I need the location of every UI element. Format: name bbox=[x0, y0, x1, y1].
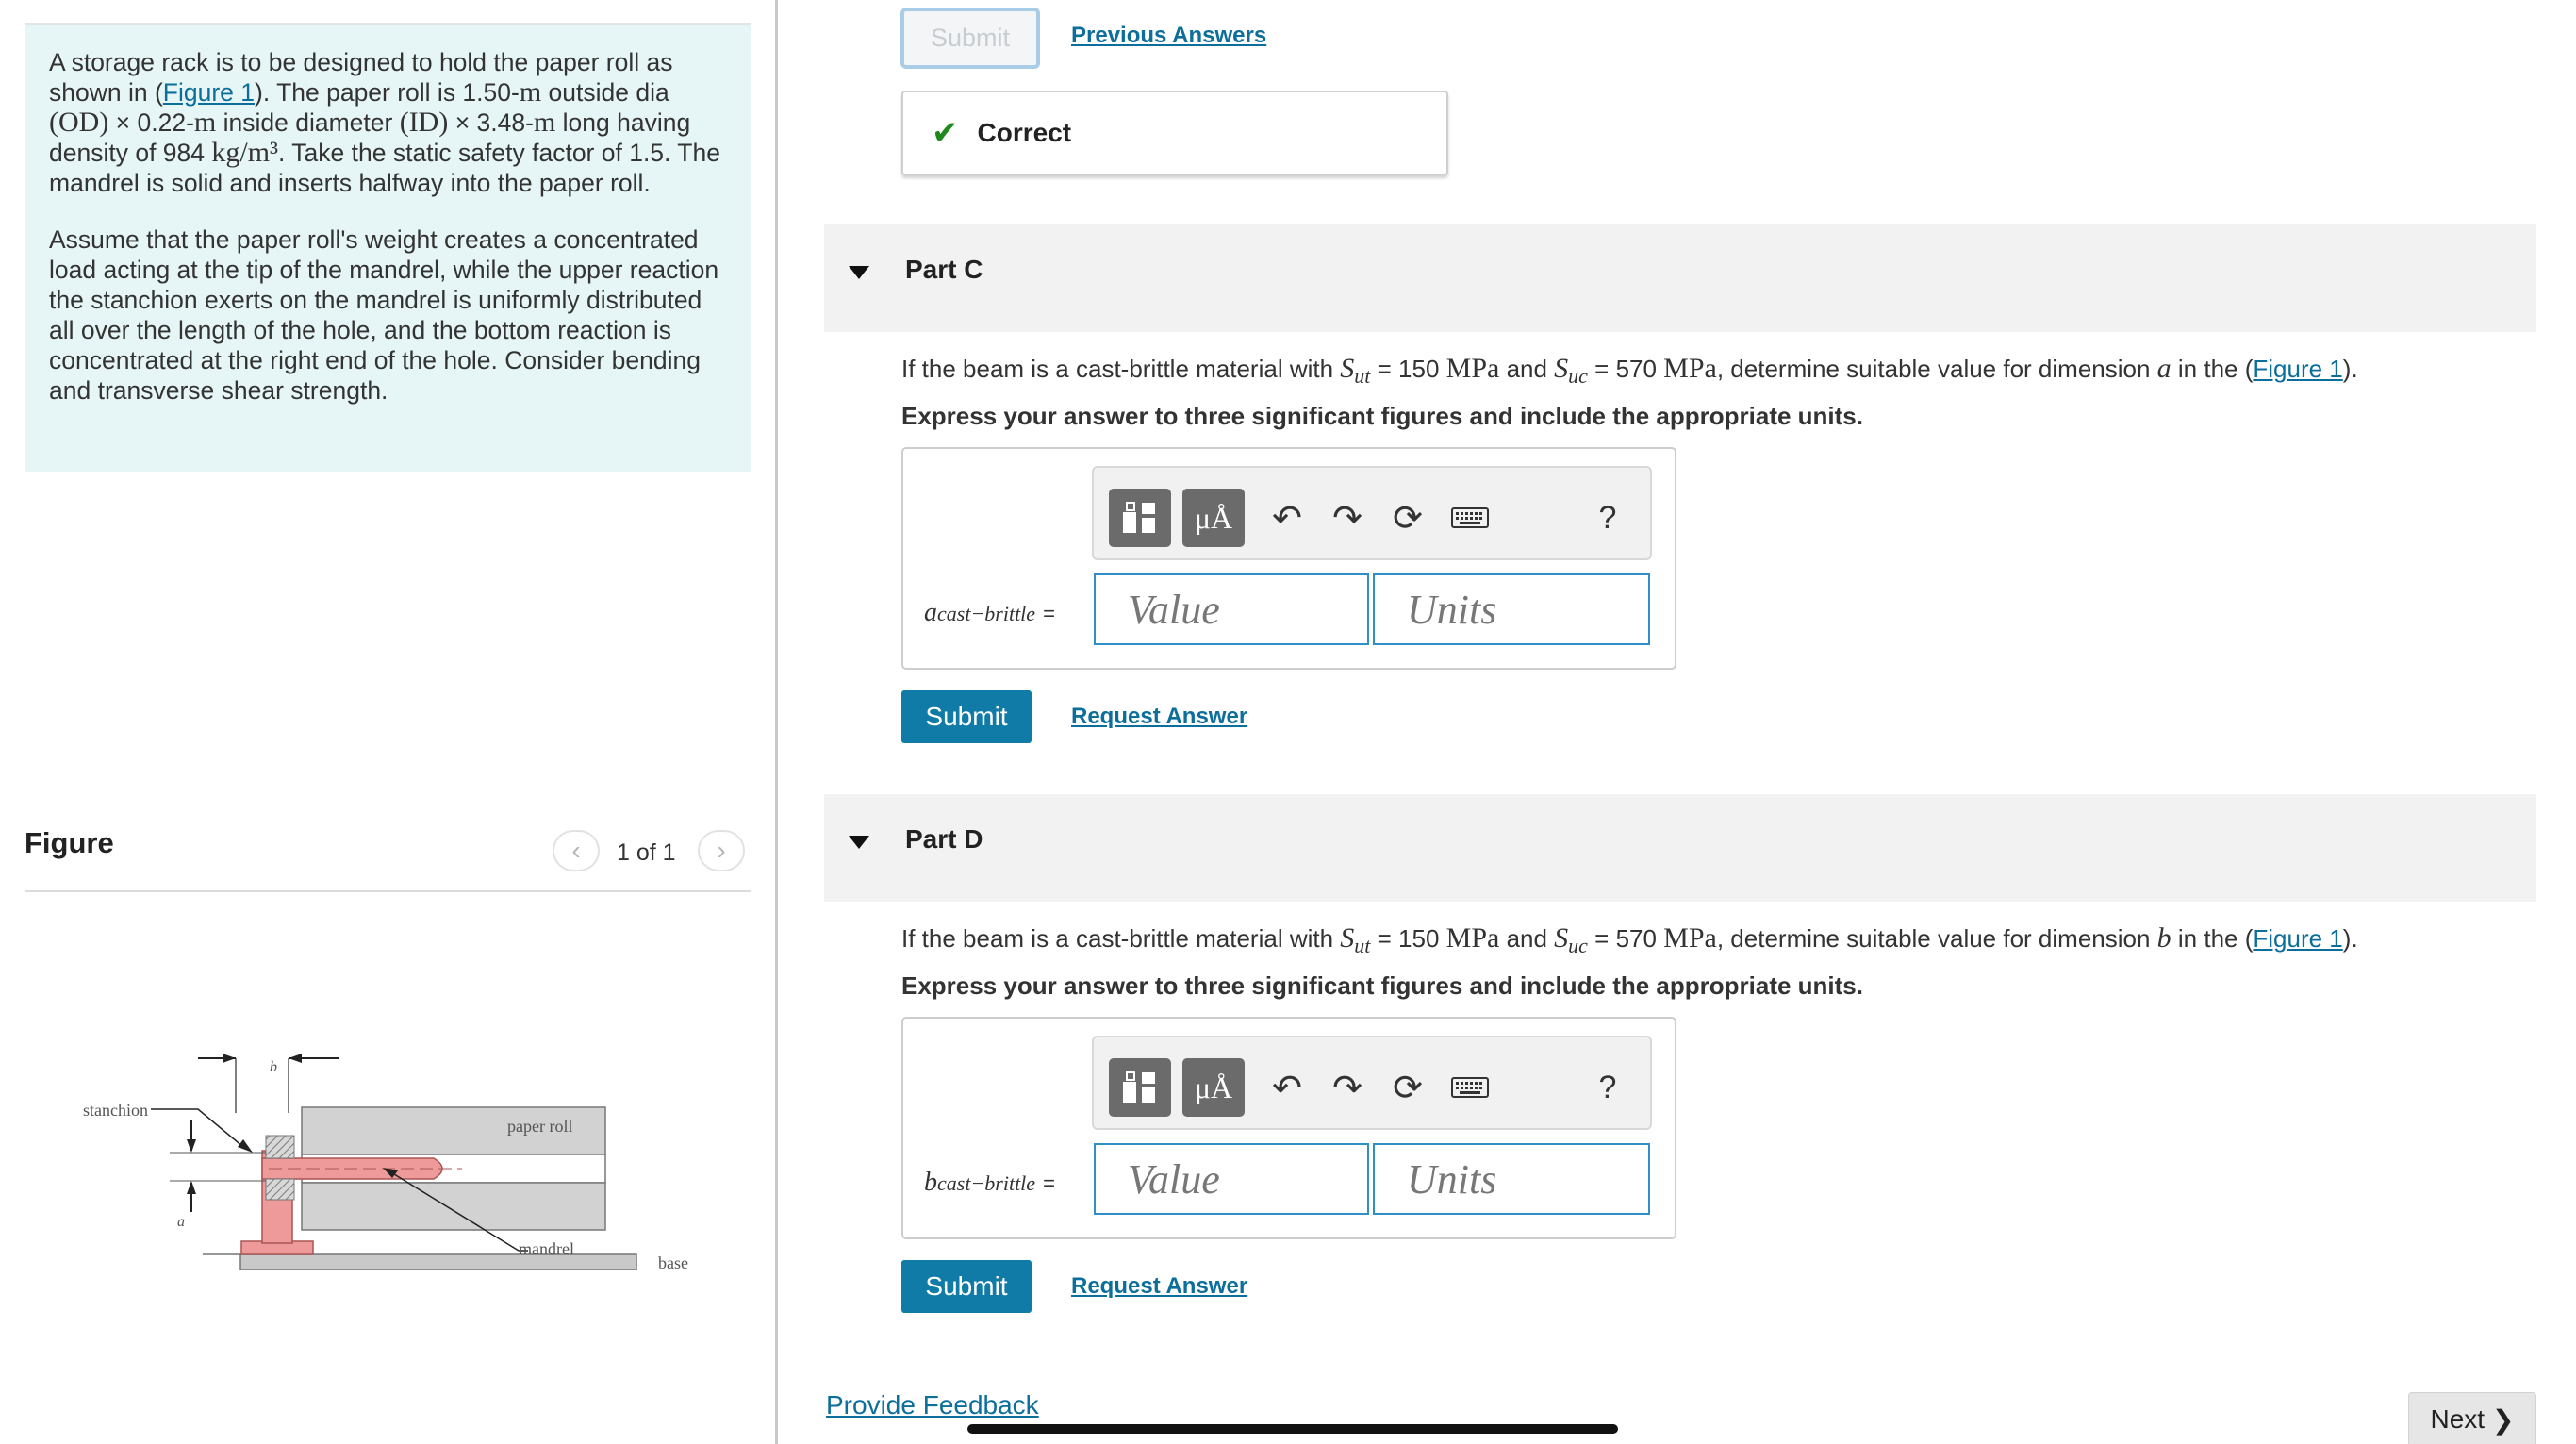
panel-divider[interactable] bbox=[775, 0, 778, 1444]
math-toolbar bbox=[1092, 1036, 1652, 1130]
hatch-upper bbox=[266, 1136, 294, 1158]
label-stanchion: stanchion bbox=[83, 1101, 148, 1120]
templates-button[interactable] bbox=[1109, 489, 1171, 547]
base-plate bbox=[240, 1254, 636, 1270]
redo-button[interactable] bbox=[1324, 1058, 1371, 1117]
problem-paragraph-2: Assume that the paper roll's weight creates a concentrated load acting at the tip of the mandrel, while the upper reaction the stanchion exerts on the mandrel is uniformly distributed all over the length of the hole, and the bottom reaction is concentrated at the right end of the hole. Consider bending and transverse shear strength. bbox=[49, 225, 719, 405]
keyboard-icon bbox=[1451, 507, 1489, 528]
part-d-title: Part D bbox=[905, 824, 983, 854]
keyboard-button[interactable] bbox=[1446, 1058, 1494, 1117]
part-c-units-input[interactable]: Units bbox=[1373, 573, 1650, 645]
part-d-submit-button[interactable]: Submit bbox=[901, 1260, 1032, 1313]
storage-rack-figure bbox=[57, 1028, 698, 1292]
figure-title: Figure bbox=[25, 826, 114, 859]
templates-button[interactable] bbox=[1109, 1058, 1171, 1117]
previous-answers-link[interactable]: Previous Answers bbox=[1071, 23, 1267, 48]
part-d-value-input[interactable]: Value bbox=[1094, 1143, 1369, 1215]
next-button[interactable]: Next ❯ bbox=[2408, 1392, 2536, 1444]
figure-count: 1 of 1 bbox=[617, 839, 676, 866]
problem-paragraph-1: A storage rack is to be designed to hold the paper roll as shown in (Figure 1). The paper roll is 1.50-m outside dia (OD) × 0.22-m inside diameter (ID) × 3.48-m long having density of 984 kg/m³. Take the static safety factor of 1.5. The mandrel is solid and inserts halfway into the paper roll. bbox=[49, 48, 720, 197]
hatch-lower bbox=[266, 1179, 294, 1200]
label-paper-roll: paper roll bbox=[507, 1117, 573, 1136]
part-d-header[interactable] bbox=[824, 794, 2536, 902]
part-c-instruction: Express your answer to three significant figures and include the appropriate units. bbox=[901, 402, 1863, 430]
units-button[interactable]: μÅ bbox=[1182, 1058, 1245, 1117]
problem-statement bbox=[25, 25, 751, 472]
reset-button[interactable] bbox=[1384, 1058, 1431, 1117]
left-panel bbox=[0, 0, 779, 1444]
redo-icon: ↷ bbox=[1332, 498, 1362, 539]
part-d-instruction: Express your answer to three significant figures and include the appropriate units. bbox=[901, 971, 1863, 1000]
home-indicator[interactable] bbox=[967, 1424, 1618, 1434]
part-c-submit-button[interactable]: Submit bbox=[901, 690, 1032, 743]
math-toolbar bbox=[1092, 466, 1652, 560]
part-c-answer-label: acast−brittle = bbox=[924, 598, 1055, 627]
part-d-answer-box bbox=[901, 1017, 1676, 1239]
figure-1-link[interactable]: Figure 1 bbox=[162, 78, 255, 107]
collapse-triangle-icon bbox=[849, 836, 869, 849]
label-base: base bbox=[658, 1253, 688, 1272]
part-d-request-answer-link[interactable]: Request Answer bbox=[1071, 1273, 1248, 1299]
label-mandrel: mandrel bbox=[519, 1239, 574, 1258]
undo-button[interactable] bbox=[1263, 489, 1311, 547]
figure-1-link[interactable]: Figure 1 bbox=[2253, 355, 2343, 383]
chevron-right-icon: › bbox=[717, 836, 726, 865]
part-d-question: If the beam is a cast-brittle material with $S_{ut} = 150$ MPa and $S_{uc} = 570$ MPa, determine suitable value for dimension b in the (Figure 1). bbox=[901, 922, 2358, 958]
redo-icon: ↷ bbox=[1332, 1068, 1362, 1108]
help-button[interactable]: ? bbox=[1598, 499, 1617, 536]
checkmark-icon: ✔ bbox=[932, 115, 959, 151]
part-d-answer-label: bcast−brittle = bbox=[924, 1168, 1055, 1197]
undo-icon: ↶ bbox=[1272, 1068, 1302, 1108]
figure-prev-button[interactable] bbox=[553, 830, 600, 871]
part-c-value-input[interactable]: Value bbox=[1094, 573, 1369, 645]
templates-icon bbox=[1121, 501, 1159, 535]
chevron-right-icon: ❯ bbox=[2492, 1404, 2515, 1435]
label-a: a bbox=[177, 1214, 185, 1230]
undo-button[interactable] bbox=[1263, 1058, 1311, 1117]
chevron-left-icon: ‹ bbox=[571, 836, 581, 865]
reset-icon: ⟳ bbox=[1393, 498, 1423, 539]
reset-icon: ⟳ bbox=[1393, 1068, 1423, 1108]
keyboard-button[interactable] bbox=[1446, 489, 1494, 547]
part-d-units-input[interactable]: Units bbox=[1373, 1143, 1650, 1215]
submit-button-disabled: Submit bbox=[900, 8, 1040, 69]
keyboard-icon bbox=[1451, 1077, 1489, 1098]
units-button[interactable]: μÅ bbox=[1182, 489, 1245, 547]
figure-divider bbox=[25, 890, 751, 892]
part-c-question: If the beam is a cast-brittle material with $S_{ut} = 150$ MPa and $S_{uc} = 570$ MPa, determine suitable value for dimension a in the (Figure 1). bbox=[901, 353, 2358, 389]
help-button[interactable]: ? bbox=[1598, 1069, 1617, 1105]
figure-next-button[interactable] bbox=[698, 830, 745, 871]
redo-button[interactable] bbox=[1324, 489, 1371, 547]
collapse-triangle-icon bbox=[849, 266, 869, 279]
label-b: b bbox=[270, 1059, 277, 1075]
provide-feedback-link[interactable]: Provide Feedback bbox=[826, 1390, 1039, 1419]
part-c-answer-box bbox=[901, 447, 1676, 670]
part-c-title: Part C bbox=[905, 255, 983, 284]
paper-roll-lower bbox=[302, 1183, 605, 1230]
figure-1-link[interactable]: Figure 1 bbox=[2253, 924, 2343, 953]
templates-icon bbox=[1121, 1071, 1159, 1104]
part-c-request-answer-link[interactable]: Request Answer bbox=[1071, 704, 1248, 729]
part-c-header[interactable] bbox=[824, 224, 2536, 332]
correct-feedback: ✔ Correct bbox=[901, 91, 1448, 175]
undo-icon: ↶ bbox=[1272, 498, 1302, 539]
reset-button[interactable] bbox=[1384, 489, 1431, 547]
